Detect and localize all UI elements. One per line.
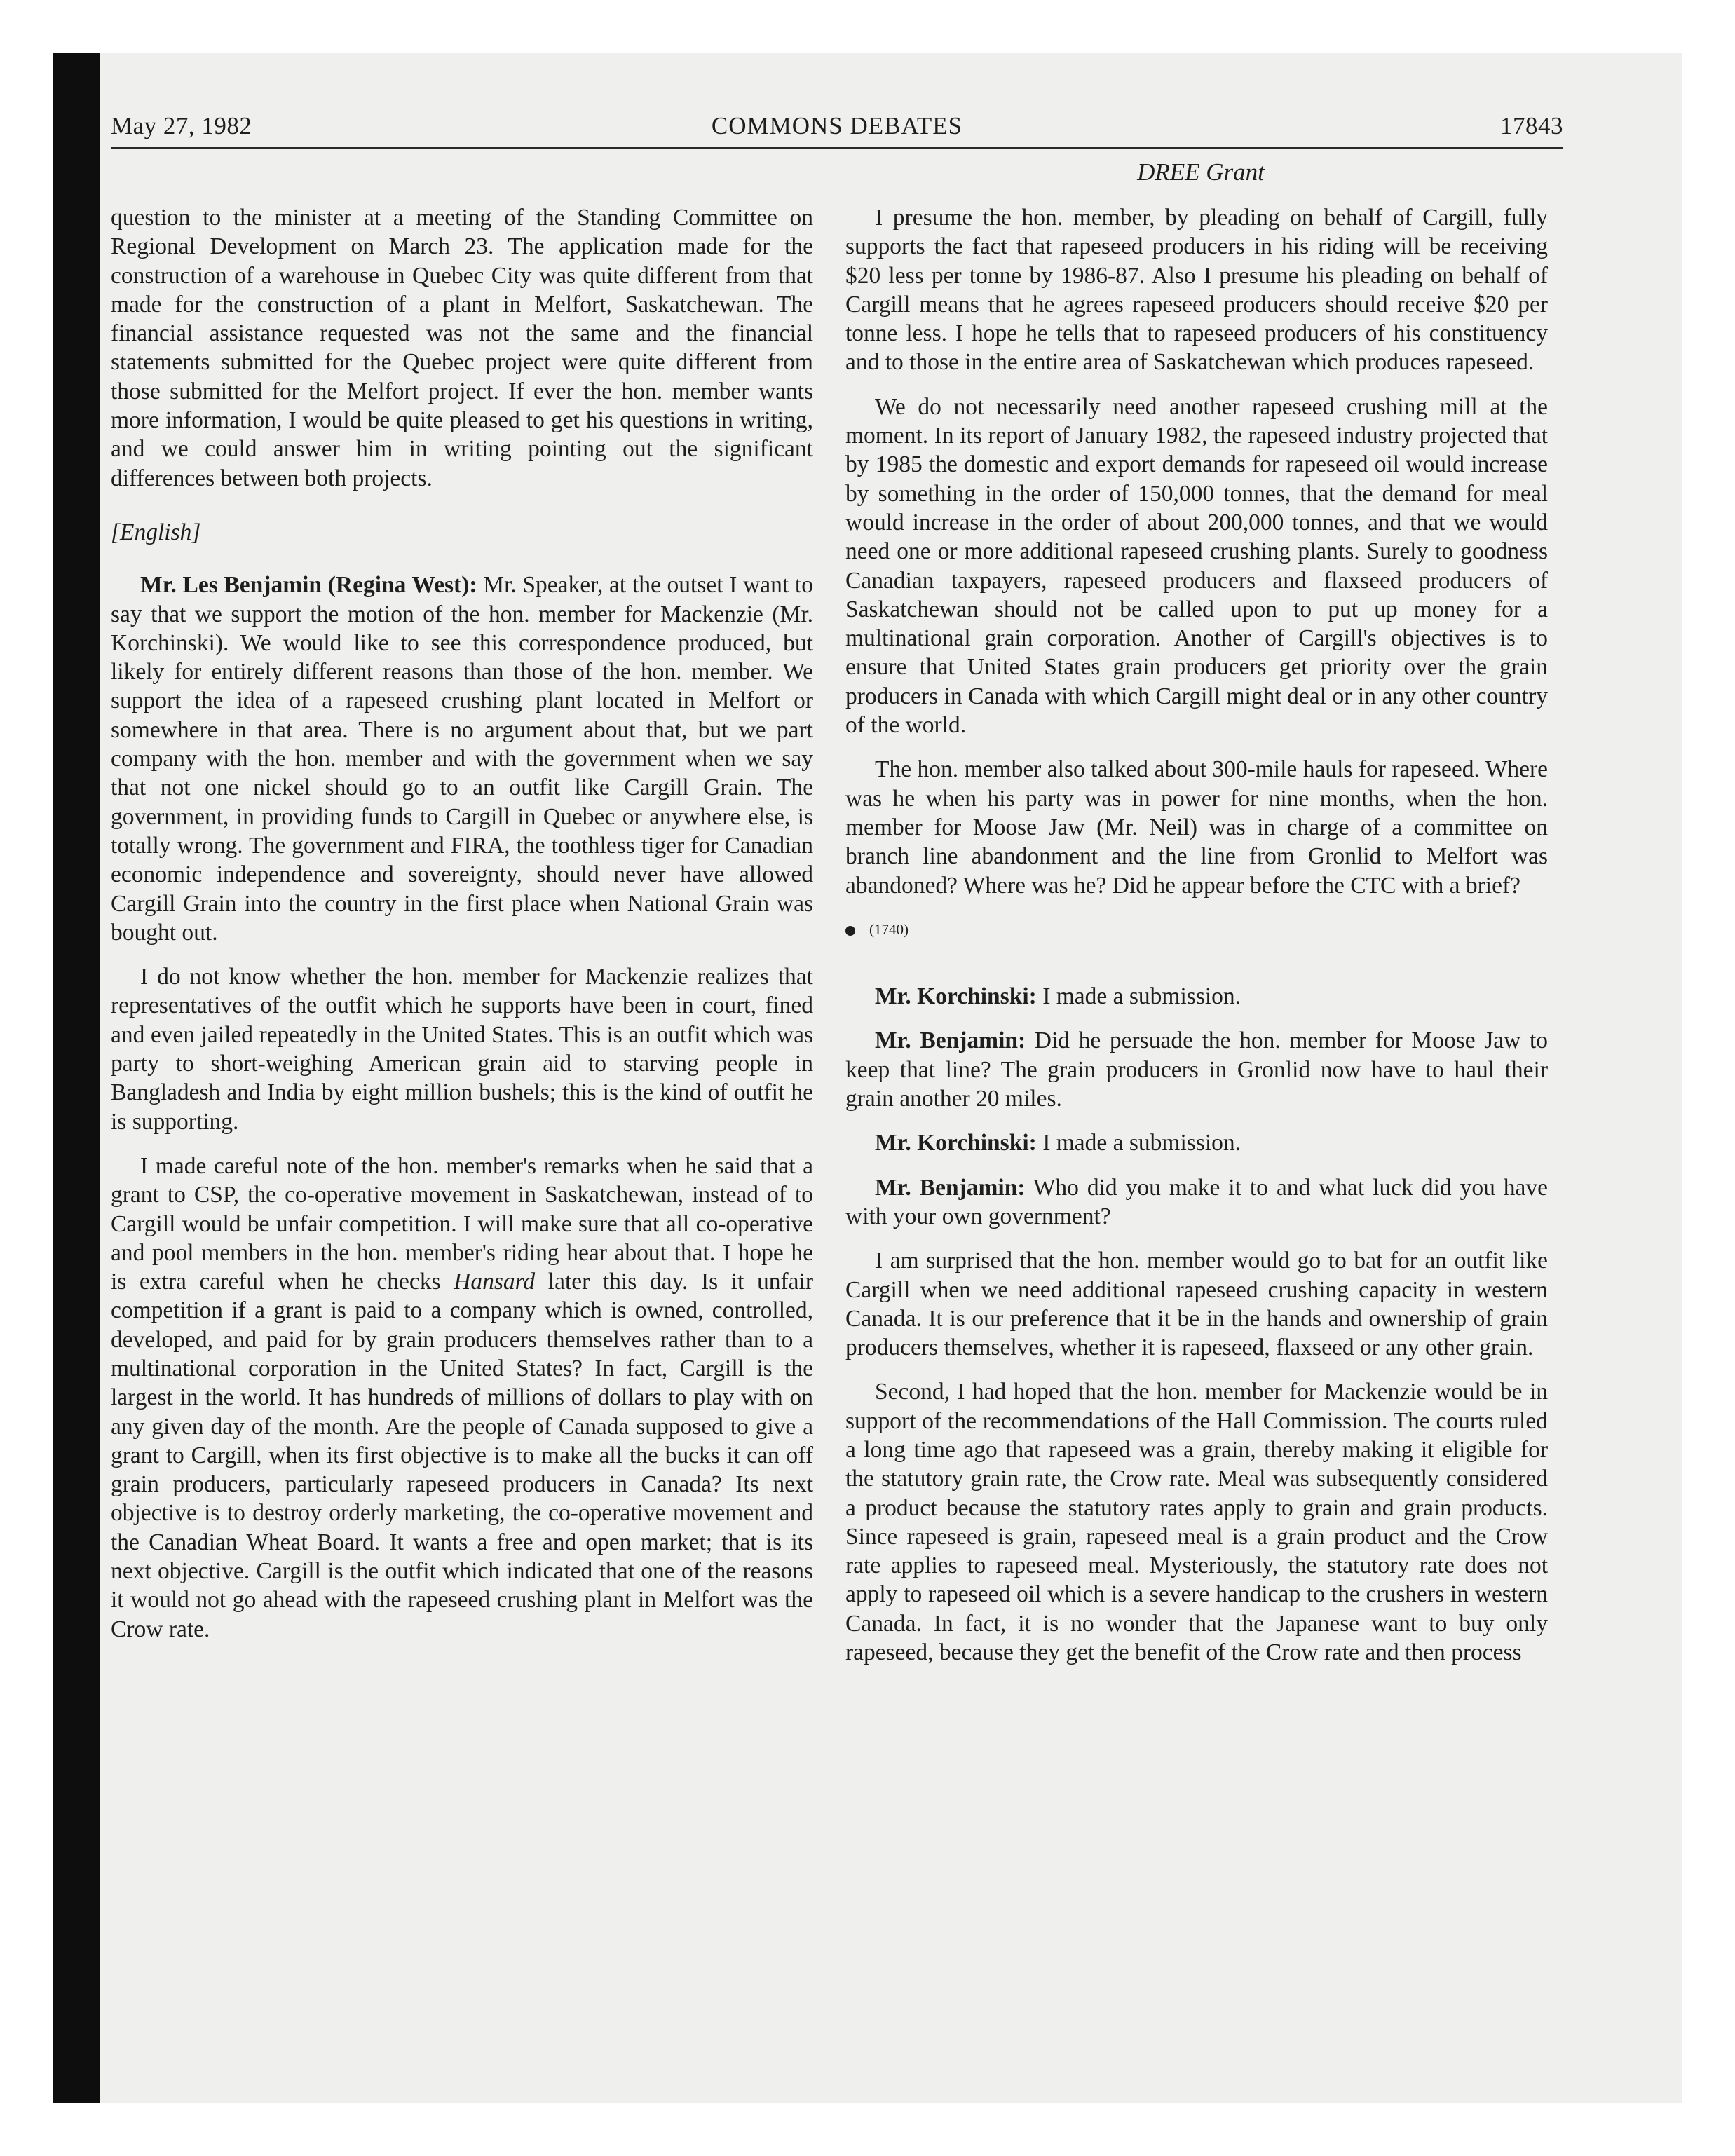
speech-paragraph — [845, 1128, 1548, 1157]
speech-text: Mr. Speaker, at the outset I want to say that we support the motion of the hon. member for Mackenzie (Mr. Korchinski). We would like to see this correspondence produced, but likely for entirely different reasons than those of the hon. member. We support the idea of a rapeseed crushing plant located in Melfort or somewhere in that area. There is no argument about that, but we part company with the hon. member and with the government when we say that not one nickel should go to an outfit like Cargill Grain. The government, in providing funds to Cargill in Quebec or anywhere else, is totally wrong. The government and FIRA, the toothless tiger for Canadian economic independence and sovereignty, should never have allowed Cargill Grain into the country in the first place when National Grain was bought out. — [111, 572, 813, 946]
binding-edge — [53, 53, 100, 2103]
language-tag: [English] — [111, 519, 201, 545]
speech-paragraph — [845, 1173, 1548, 1231]
speaker-name: Mr. Korchinski: — [875, 983, 1037, 1010]
speech-text: I made a submission. — [1036, 983, 1241, 1010]
paragraph-text: I made careful note of the hon. member's remarks when he said that a grant to CSP, the co-operative movement in Saskatchewan, instead of to Cargill would be unfair competition. I will make sure that all co-operative and pool members in the hon. member's riding hear about that. I hope he is extra careful when he checks — [111, 1152, 813, 1295]
paragraph: We do not necessarily need another rapeseed crushing mill at the moment. In its report of January 1982, the rapeseed industry projected that by 1985 the domestic and export demands for rapeseed oil would increase by something in the order of 150,000 tonnes, that the demand for meal would increase in the order of about 200,000 tonnes, and that we would need one or more additional rapeseed crushing plants. Surely to goodness Canadian taxpayers, rapeseed producers and flaxseed producers of Saskatchewan should not be called upon to put up money for a multinational grain corporation. Another of Cargill's objectives is to ensure that United States grain producers get priority over the grain producers in Canada with which Cargill might deal or in any other country of the world. — [845, 393, 1548, 739]
left-column — [111, 203, 813, 1659]
paragraph: Second, I had hoped that the hon. member for Mackenzie would be in support of the recommendations of the Hall Commission. The courts ruled a long time ago that rapeseed was a grain, thereby making it eligible for the statutory grain rate, the Crow rate. Meal was subsequently considered a product because the statutory rates apply to grain and grain products. Since rapeseed is grain, rapeseed meal is a grain product and the Crow rate applies to rapeseed meal. Mysteriously, the statutory rate does not apply to rapeseed oil which is a severe handicap to the crushers in western Canada. In fact, it is no wonder that the Japanese want to buy only rapeseed, because they get the benefit of the Crow rate and then process — [845, 1379, 1548, 1666]
paragraph: question to the minister at a meeting of the Standing Committee on Regional Development on March 23. The application made for the construction of a warehouse in Quebec City was quite different from that made for the construction of a plant in Melfort, Saskatchewan. The financial assistance requested was not the same and the financial statements submitted for the Quebec project were quite different from those submitted for the Melfort project. If ever the hon. member wants more information, I would be quite pleased to get his questions in writing, and we could answer him in writing pointing out the significant differences between both projects. — [111, 205, 813, 491]
paragraph — [111, 1152, 813, 1644]
speech-paragraph — [845, 1026, 1548, 1113]
speaker-name: Mr. Korchinski: — [875, 1130, 1037, 1157]
speaker-name: Mr. Benjamin: — [875, 1174, 1026, 1201]
speech-text: Did he persuade the hon. member for Moose Jaw to keep that line? The grain producers in Gronlid now have to haul their grain another 20 miles. — [845, 1028, 1549, 1112]
time-marker — [845, 915, 1548, 944]
page-header — [111, 111, 1563, 149]
speaker-name: Mr. Les Benjamin (Regina West): — [140, 572, 477, 599]
paragraph: I do not know whether the hon. member for Mackenzie realizes that representatives of the outfit which he supports have been in court, fined and even jailed repeatedly in the United States. This is an outfit which was party to short-weighing American grain aid to starving people in Bangladesh and India by eight million bushels; this is the kind of outfit he is supporting. — [111, 964, 813, 1135]
section-title: DREE Grant — [1137, 158, 1265, 186]
speech-text: I made a submission. — [1036, 1130, 1241, 1157]
paragraph: I presume the hon. member, by pleading on behalf of Cargill, fully supports the fact that rapeseed producers in his riding will be receiving $20 less per tonne by 1986-87. Also I presume his pleading on behalf of Cargill means that he agrees rapeseed producers should receive $20 per tonne less. I hope he tells that to rapeseed producers of his constituency and to those in the entire area of Saskatchewan which produces rapeseed. — [845, 205, 1548, 376]
paragraph: The hon. member also talked about 300-mile hauls for rapeseed. Where was he when his party was in power for nine months, when the hon. member for Moose Jaw (Mr. Neil) was in charge of a committee on branch line abandonment and the line from Gronlid to Melfort was abandoned? Where was he? Did he appear before the CTC with a brief? — [845, 756, 1548, 899]
paragraph-text: later this day. Is it unfair competition if a grant is paid to a company which is owned, controlled, developed, and paid for by grain producers themselves rather than to a multinational corporation in the United States? In fact, Cargill is the largest in the world. It has hundreds of millions of dollars to play with on any given day of the month. Are the people of Canada supposed to give a grant to Cargill, when its first objective is to make all the bucks it can off grain producers, particularly rapeseed producers in Canada? Its next objective is to destroy orderly marketing, the co-operative movement and the Canadian Wheat Board. It wants a free and open market; that is its next objective. Cargill is the outfit which indicated that one of the reasons it would not go ahead with the rapeseed crushing plant in Melfort was the Crow rate. — [111, 1269, 813, 1642]
right-column — [845, 203, 1548, 1682]
bullet-icon — [845, 926, 855, 936]
hansard-title: Hansard — [454, 1269, 536, 1295]
speech-paragraph — [845, 982, 1548, 1011]
time-marker-text: (1740) — [869, 920, 909, 938]
header-page-number: 17843 — [1500, 112, 1563, 139]
paragraph: I am surprised that the hon. member would go to bat for an outfit like Cargill when we need additional rapeseed crushing capacity in western Canada. It is our preference that it be in the hands and ownership of grain producers themselves, whether it is rapeseed, flaxseed or any other grain. — [845, 1248, 1548, 1361]
header-publication: COMMONS DEBATES — [711, 112, 963, 139]
speech-text: Who did you make it to and what luck did you have with your own government? — [845, 1174, 1548, 1229]
header-date: May 27, 1982 — [111, 112, 252, 139]
speech-paragraph — [111, 571, 813, 947]
speaker-name: Mr. Benjamin: — [875, 1028, 1026, 1054]
